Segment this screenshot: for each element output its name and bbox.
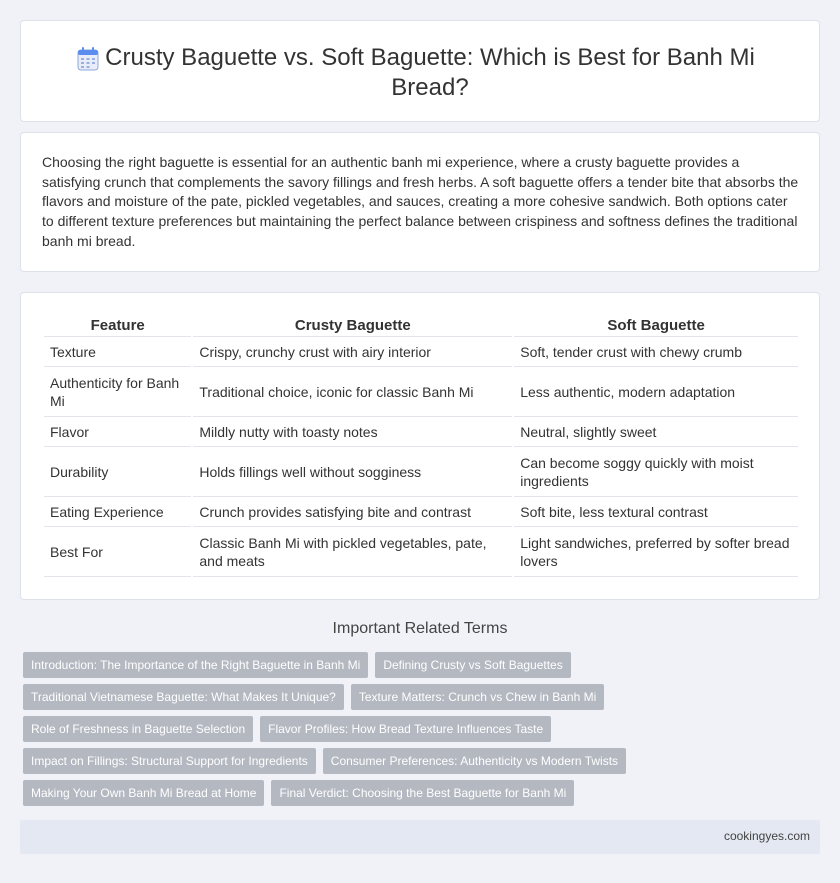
related-term-link[interactable]: Final Verdict: Choosing the Best Baguette for Banh Mi [271,780,574,806]
feature-cell: Texture [44,337,191,367]
intro-card [20,132,820,272]
page-title: Crusty Baguette vs. Soft Baguette: Which is Best for Banh Mi Bread? [105,44,755,101]
soft-cell: Light sandwiches, preferred by softer bread lovers [514,527,798,577]
soft-cell: Soft, tender crust with chewy crumb [514,337,798,367]
intro-text: Choosing the right baguette is essential for an authentic banh mi experience, where a crusty baguette provides a satisfying crunch that complements the savory fillings and fresh herbs. A soft baguette offers a tender bite that absorbs the flavors and moisture of the pate, pickled vegetables, and sauces, creating a more cohesive sandwich. Both options cater to different texture preferences but maintaining the perfect balance between crispiness and softness defines the traditional banh mi bread. [42,154,799,249]
feature-cell: Authenticity for Banh Mi [44,367,191,417]
feature-cell: Eating Experience [44,497,191,527]
table-row [44,527,798,577]
table-row [44,417,798,447]
tag-row [23,684,813,710]
column-header-soft: Soft Baguette [514,315,798,337]
related-term-link[interactable]: Flavor Profiles: How Bread Texture Influences Taste [260,716,551,742]
soft-cell: Less authentic, modern adaptation [514,367,798,417]
related-term-link[interactable]: Impact on Fillings: Structural Support for Ingredients [23,748,316,774]
column-header-crusty: Crusty Baguette [193,315,512,337]
related-term-link[interactable]: Making Your Own Banh Mi Bread at Home [23,780,264,806]
related-term-link[interactable]: Traditional Vietnamese Baguette: What Makes It Unique? [23,684,344,710]
site-name[interactable]: cookingyes.com [723,829,810,843]
crusty-cell: Classic Banh Mi with pickled vegetables, pate, and meats [193,527,512,577]
comparison-table [42,315,800,577]
related-term-link[interactable]: Defining Crusty vs Soft Baguettes [375,652,570,678]
feature-cell: Best For [44,527,191,577]
comparison-card [20,292,820,600]
column-header-feature: Feature [44,315,191,337]
table-row [44,447,798,497]
crusty-cell: Crunch provides satisfying bite and contrast [193,497,512,527]
tag-row [23,652,813,678]
crusty-cell: Holds fillings well without sogginess [193,447,512,497]
table-header-row [44,315,798,337]
related-terms-list [23,652,813,812]
related-terms-heading: Important Related Terms [332,620,508,637]
tag-row [23,780,813,806]
table-row [44,497,798,527]
feature-cell: Flavor [44,417,191,447]
table-row [44,337,798,367]
crusty-cell: Mildly nutty with toasty notes [193,417,512,447]
crusty-cell: Traditional choice, iconic for classic Banh Mi [193,367,512,417]
related-term-link[interactable]: Consumer Preferences: Authenticity vs Modern Twists [323,748,626,774]
tag-row [23,748,813,774]
related-term-link[interactable]: Introduction: The Importance of the Right Baguette in Banh Mi [23,652,368,678]
table-row [44,367,798,417]
title-card [20,20,820,122]
crusty-cell: Crispy, crunchy crust with airy interior [193,337,512,367]
related-term-link[interactable]: Texture Matters: Crunch vs Chew in Banh Mi [351,684,604,710]
footer [20,820,820,854]
tag-row [23,716,813,742]
soft-cell: Neutral, slightly sweet [514,417,798,447]
feature-cell: Durability [44,447,191,497]
soft-cell: Soft bite, less textural contrast [514,497,798,527]
soft-cell: Can become soggy quickly with moist ingredients [514,447,798,497]
related-term-link[interactable]: Role of Freshness in Baguette Selection [23,716,253,742]
